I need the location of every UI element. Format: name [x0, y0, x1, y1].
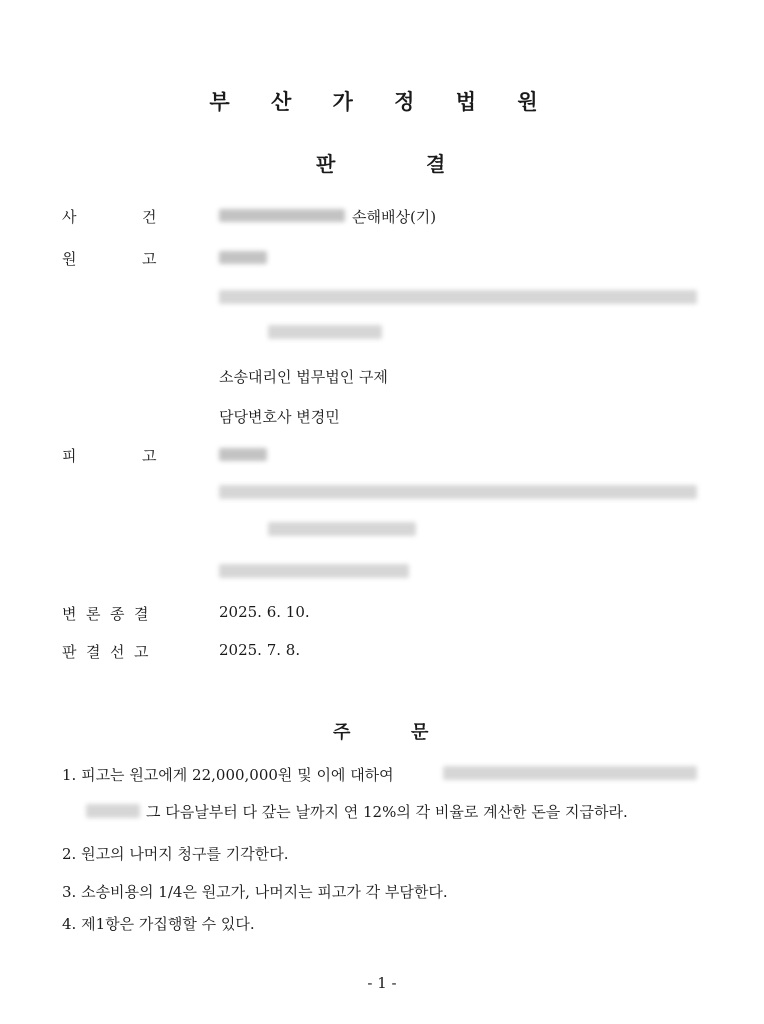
- defendant-label: 피 고: [62, 447, 157, 465]
- redacted-defendant-representative: [219, 564, 409, 578]
- order-item-4: 4. 제1항은 가집행할 수 있다.: [62, 915, 255, 933]
- redacted-interest-start-date: [443, 766, 697, 780]
- order-item-3: 3. 소송비용의 1/4은 원고가, 나머지는 피고가 각 부담한다.: [62, 883, 448, 901]
- judgment-date-label: 판 결 선 고: [62, 643, 149, 661]
- plaintiff-counsel: 소송대리인 법무법인 구제: [219, 368, 388, 386]
- doc-title-left: 판: [316, 152, 336, 176]
- doc-title-right: 결: [426, 152, 446, 176]
- order-title-left: 주: [333, 722, 351, 743]
- redacted-interest-end: [86, 804, 140, 818]
- case-name: 손해배상(기): [352, 208, 437, 226]
- redacted-defendant-address: [219, 485, 697, 499]
- redacted-defendant-name: [219, 448, 267, 461]
- redacted-plaintiff-address: [219, 290, 697, 304]
- order-item-1-cont: 그 다음날부터 다 갚는 날까지 연 12%의 각 비율로 계산한 돈을 지급하라.: [146, 803, 628, 821]
- plaintiff-attorney: 담당변호사 변경민: [219, 408, 340, 426]
- order-item-1: 1. 피고는 원고에게 22,000,000원 및 이에 대하여: [62, 766, 394, 784]
- case-label: 사 건: [62, 208, 157, 226]
- redacted-plaintiff-address-cont: [268, 325, 382, 339]
- hearing-close-date: 2025. 6. 10.: [219, 603, 310, 621]
- redacted-plaintiff-name: [219, 251, 267, 264]
- order-title-right: 문: [411, 722, 429, 743]
- plaintiff-label: 원 고: [62, 250, 157, 268]
- judgment-date: 2025. 7. 8.: [219, 641, 301, 659]
- court-name: 부 산 가 정 법 원: [209, 90, 555, 114]
- order-item-2: 2. 원고의 나머지 청구를 기각한다.: [62, 845, 289, 863]
- redacted-defendant-address-cont: [268, 522, 416, 536]
- redacted-case-number: [219, 209, 345, 222]
- page-number: - 1 -: [367, 974, 397, 992]
- hearing-close-label: 변 론 종 결: [62, 605, 149, 623]
